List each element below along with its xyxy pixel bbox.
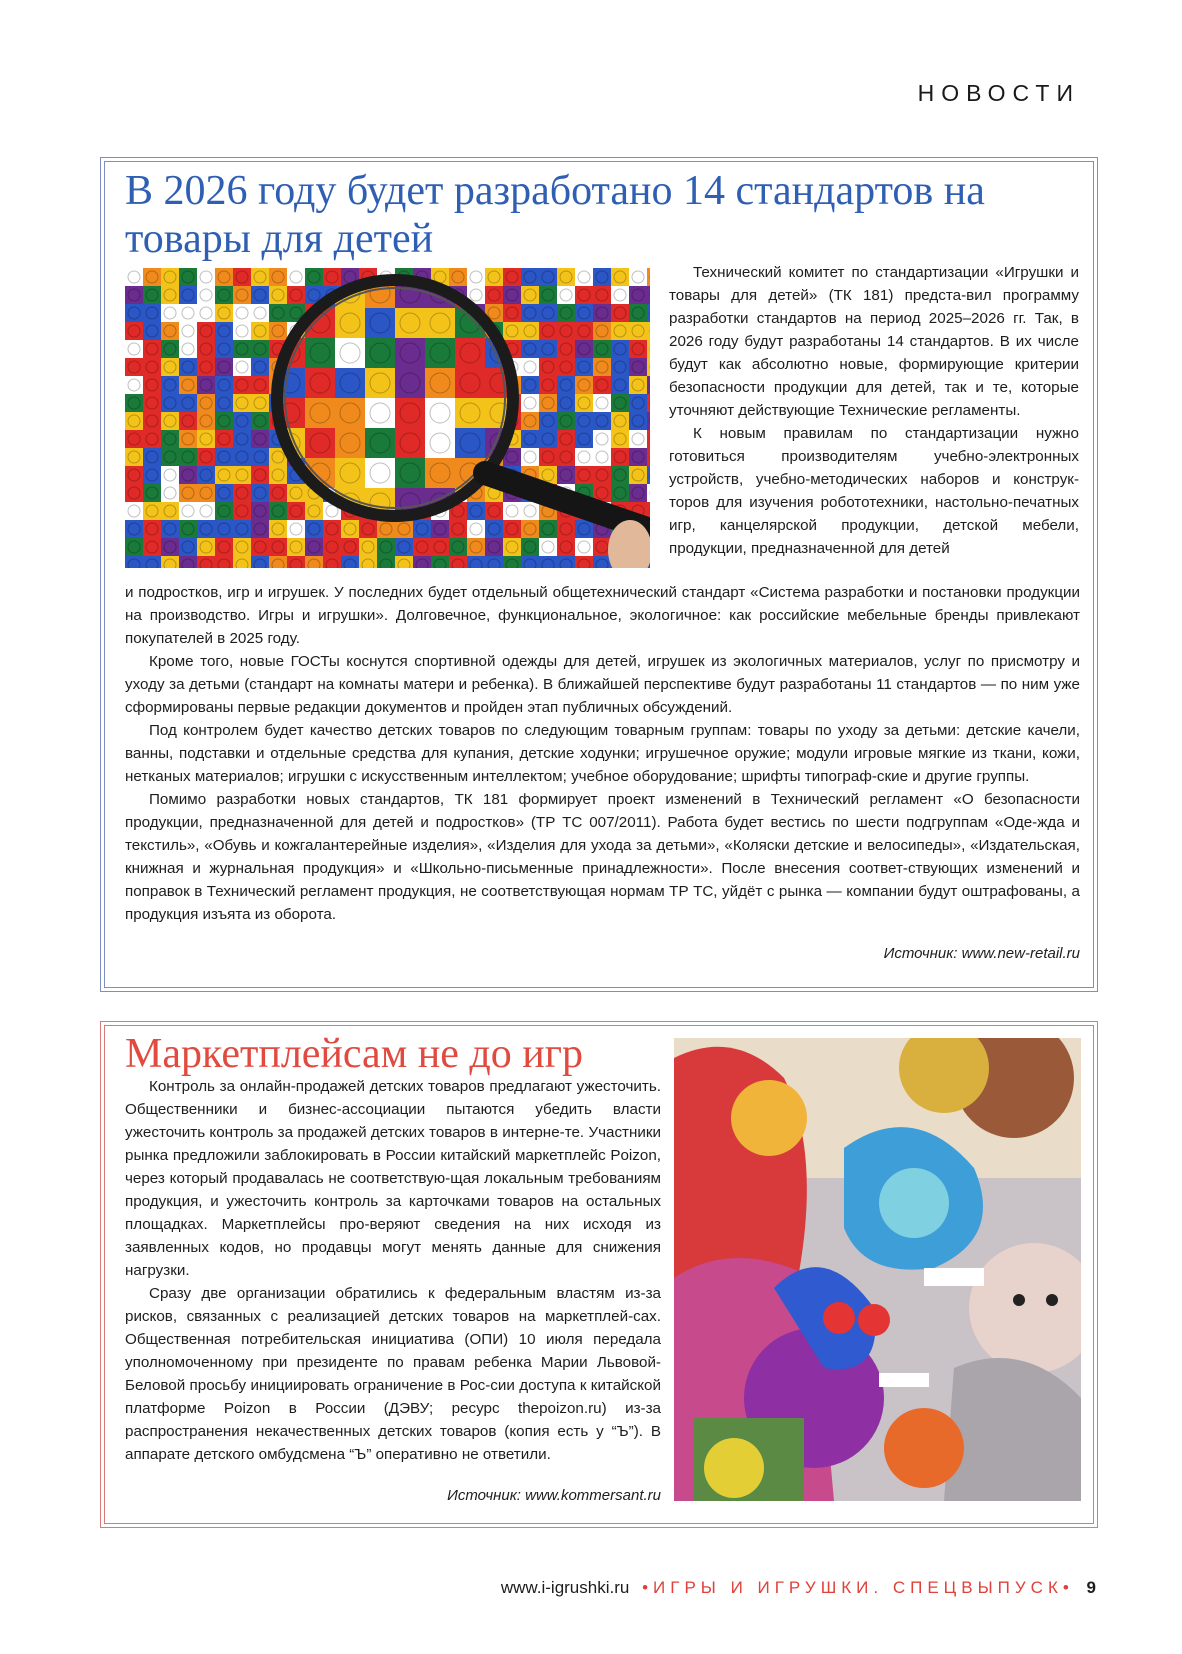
article-title-standards: В 2026 году будет разработано 14 стандартов на товары для детей xyxy=(125,168,985,262)
paragraph: Под контролем будет качество детских товаров по следующим товарным группам: товары по уходу за детьми: детские качели, ванны, подставки и отдельные средства для купания, детские ходунки; игрушечное оружие; модули игровые мягкие из ткани, кожи, нетканых материалов; игрушки с искусственным интеллектом; учебное оборудование; шрифты типограф-ские и другие группы. xyxy=(125,722,1080,785)
paragraph: Технический комитет по стандартизации «Игрушки и товары для детей» (ТК 181) предста-вил программу разработки стандартов на период 2025–2026 гг. Так, в 2026 году будут разработаны 14 стандартов. В их числе будут как абсолютно новые, формирующие критерии безопасности продукции для детей, так и те, которые уточняют действующие Технические регламенты. xyxy=(669,264,1079,419)
paragraph: Сразу две организации обратились к федеральным властям из-за рисков, связанных с реализацией детских товаров на маркетплей-сах. Общественная потребительская инициатива (ОПИ) 10 июля передала уполномоченному при президенте по правам ребенка Марии Львовой-Беловой просьбу инициировать ограничение в Рос-сии доступа к китайской платформе Poizon в России (ДЭВУ; ресурс thepoizon.ru) из-за распространения некачественных детских товаров (копия есть у “Ъ”). В аппарате детского омбудсмена “Ъ” оперативно не ответили. xyxy=(125,1285,661,1463)
toy-figures-image xyxy=(674,1038,1081,1501)
section-label: НОВОСТИ xyxy=(917,80,1080,106)
article-standards-body xyxy=(125,581,1080,926)
footer-site-link[interactable]: www.i-igrushki.ru xyxy=(500,1578,630,1597)
paragraph: Контроль за онлайн-продажей детских товаров предлагают ужесточить. Общественники и бизнес-ассоциации пытаются убедить власти ужесточить контроль за продажей детских товаров в интерне-те. Участники рынка предложили заблокировать в России китайский маркетплейс Poizon, через который продавалась не соответствую-щая локальным требованиям продукция, и ужесточить контроль за карточками товаров на остальных площадках. Маркетплейсы про-веряют сведения на них исходя из заявленных кодов, но продавцы могут менять данные для снижения нагрузки. xyxy=(125,1078,661,1279)
page-footer xyxy=(501,1578,1096,1598)
article-title-marketplaces: Маркетплейсам не до игр xyxy=(125,1031,583,1077)
article-marketplaces-body xyxy=(125,1075,661,1466)
paragraph: Помимо разработки новых стандартов, ТК 181 формирует проект изменений в Технический регламент «О безопасности продукции, предназначенной для детей и подростков» (ТР ТС 007/2011). Работа будет вестись по шести подгруппам «Оде-жда и текстиль», «Обувь и кожгалантерейные изделия», «Изделия для ухода за детьми», «Коляски детские и велосипеды», «Издательская, книжная и журнальная продукция» и «Школьно-письменные принадлежности». После внесения соответ-ствующих изменений и поправок в Технический регламент продукция, не соответствующая нормам ТР ТС, уйдёт с рынка — компании будут оштрафованы, а продукция изъята из оборота. xyxy=(125,791,1080,923)
paragraph: К новым правилам по стандартизации нужно готовиться производителям учебно-электронных устройств, учебно-методических наборов и конструк-торов для изучения робототехники, настольно-печатных игр, канцелярской продукции, детской мебели, продукции, предназначенной для детей xyxy=(669,425,1079,557)
page-number: 9 xyxy=(1086,1578,1096,1597)
paragraph: Кроме того, новые ГОСТы коснутся спортивной одежды для детей, игрушек из экологичных материалов, услуг по присмотру и уходу за детьми (стандарт на комнаты матери и ребенка). В ближайшей перспективе будут разработаны 11 стандартов — по ним уже сформированы первые редакции документов и пройден этап публичных обсуждений. xyxy=(125,653,1080,716)
source-link-new-retail[interactable]: Источник: www.new-retail.ru xyxy=(883,945,1080,962)
source-link-kommersant[interactable]: Источник: www.kommersant.ru xyxy=(447,1487,661,1504)
lego-magnifier-image xyxy=(125,268,650,568)
article-standards-intro xyxy=(669,261,1079,560)
paragraph: и подростков, игр и игрушек. У последних будет отдельный общетехнический стандарт «Система разработки и постановки продукции на производство. Игры и игрушки». Долговечное, функциональное, экологичное: как российские мебельные бренды привлекают покупателей в 2025 году. xyxy=(125,584,1080,647)
footer-magazine-title: •ИГРЫ И ИГРУШКИ. СПЕЦВЫПУСК• xyxy=(642,1578,1074,1597)
